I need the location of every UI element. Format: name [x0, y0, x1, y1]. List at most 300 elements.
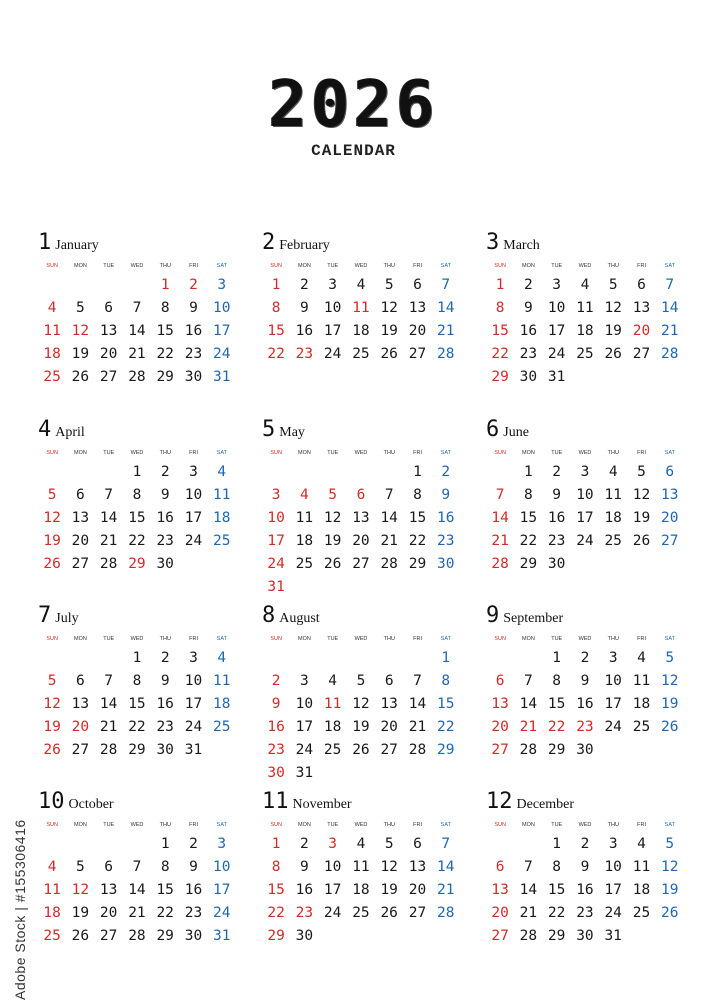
- day-cell: 24: [212, 905, 231, 921]
- day-cell: 17: [576, 510, 594, 526]
- day-cell: 20: [491, 719, 509, 735]
- empty-cell: [95, 647, 123, 670]
- day-cell: 27: [71, 742, 90, 758]
- day-cell: 3: [300, 673, 309, 689]
- month-header: [486, 605, 684, 631]
- day-cell: 4: [300, 487, 309, 503]
- month-number: 10: [38, 789, 65, 814]
- month-may: [262, 419, 460, 599]
- day-cell: 9: [524, 300, 533, 316]
- day-cell: 16: [576, 882, 594, 898]
- day-cell: 10: [267, 510, 285, 526]
- day-cell: 18: [352, 882, 370, 898]
- day-cell: 27: [408, 346, 427, 362]
- empty-cell: [347, 647, 375, 670]
- weekday-label: THU: [607, 263, 619, 269]
- empty-cell: [375, 461, 403, 484]
- day-cell: 23: [156, 719, 174, 735]
- day-cell: 25: [43, 369, 61, 385]
- day-cell: 14: [408, 696, 427, 712]
- day-cell: 8: [495, 300, 505, 316]
- weekday-label: SAT: [216, 822, 227, 828]
- day-cell: 1: [524, 464, 533, 480]
- day-cell: 29: [128, 742, 146, 758]
- day-cell: 3: [328, 277, 338, 293]
- month-header: [262, 419, 460, 445]
- day-cell: 4: [356, 836, 366, 852]
- weekday-label: TUE: [551, 822, 563, 828]
- weekday-header-row: [262, 817, 460, 833]
- day-cell: 26: [604, 346, 622, 362]
- day-cell: 5: [665, 650, 675, 666]
- day-cell: 13: [71, 510, 90, 526]
- day-cell: 12: [660, 859, 679, 875]
- day-cell: 17: [604, 696, 622, 712]
- day-cell: 2: [580, 836, 590, 852]
- day-cell: 3: [608, 836, 618, 852]
- month-header: [486, 232, 684, 258]
- day-cell: 12: [71, 323, 90, 339]
- day-cell: 7: [441, 277, 451, 293]
- weekday-label: WED: [578, 263, 592, 269]
- weekday-label: WED: [578, 822, 592, 828]
- day-cell: 7: [132, 300, 142, 316]
- day-cell: 24: [604, 905, 622, 921]
- day-cell: 24: [547, 346, 566, 362]
- day-cell: 10: [604, 673, 622, 689]
- day-cell: 7: [524, 673, 533, 689]
- day-cell: 6: [413, 277, 422, 293]
- day-cell: 5: [384, 277, 394, 293]
- day-cell: 17: [604, 882, 622, 898]
- day-cell: 12: [660, 673, 679, 689]
- day-cell: 13: [491, 882, 509, 898]
- day-cell: 20: [660, 510, 679, 526]
- month-march: [486, 232, 684, 389]
- weekday-label: SUN: [270, 822, 282, 828]
- day-cell: 23: [576, 905, 594, 921]
- day-cell: 4: [328, 673, 338, 689]
- weekday-label: SAT: [664, 450, 675, 456]
- day-cell: 10: [184, 487, 203, 503]
- day-cell: 21: [128, 905, 146, 921]
- empty-cell: [262, 647, 290, 670]
- empty-cell: [123, 833, 151, 856]
- day-cell: 22: [547, 905, 566, 921]
- day-cell: 17: [267, 533, 285, 549]
- day-cell: 11: [352, 300, 370, 316]
- day-cell: 7: [132, 859, 142, 875]
- month-july: [38, 605, 236, 762]
- empty-cell: [66, 274, 94, 297]
- day-cell: 22: [491, 346, 509, 362]
- day-grid: [262, 274, 460, 366]
- day-cell: 14: [99, 696, 118, 712]
- month-number: 9: [486, 603, 500, 628]
- day-cell: 4: [217, 650, 227, 666]
- day-cell: 20: [408, 323, 427, 339]
- day-cell: 24: [184, 719, 203, 735]
- day-cell: 15: [519, 510, 538, 526]
- day-cell: 4: [637, 836, 646, 852]
- day-cell: 9: [160, 487, 170, 503]
- weekday-header-row: [38, 258, 236, 274]
- day-cell: 19: [71, 346, 90, 362]
- day-cell: 29: [547, 928, 566, 944]
- day-cell: 26: [43, 742, 61, 758]
- weekday-label: FRI: [413, 450, 422, 456]
- day-cell: 21: [660, 323, 679, 339]
- day-cell: 13: [408, 300, 427, 316]
- day-cell: 7: [665, 277, 675, 293]
- weekday-label: THU: [607, 636, 619, 642]
- day-cell: 30: [156, 742, 174, 758]
- day-cell: 11: [43, 323, 61, 339]
- day-cell: 9: [189, 300, 198, 316]
- day-cell: 18: [576, 323, 594, 339]
- day-grid: [486, 461, 684, 576]
- day-cell: 27: [71, 556, 90, 572]
- day-cell: 23: [547, 533, 566, 549]
- day-cell: 28: [660, 346, 679, 362]
- month-header: [38, 605, 236, 631]
- day-cell: 13: [380, 696, 398, 712]
- day-cell: 4: [580, 277, 590, 293]
- day-cell: 18: [632, 696, 651, 712]
- day-cell: 24: [576, 533, 594, 549]
- day-cell: 11: [323, 696, 342, 712]
- day-cell: 7: [524, 859, 533, 875]
- weekday-label: THU: [159, 822, 171, 828]
- day-cell: 12: [380, 300, 398, 316]
- day-cell: 28: [99, 556, 118, 572]
- day-cell: 14: [128, 323, 146, 339]
- day-cell: 18: [604, 510, 622, 526]
- weekday-label: SUN: [494, 822, 506, 828]
- day-cell: 17: [323, 323, 342, 339]
- weekday-label: MON: [298, 822, 311, 828]
- day-cell: 18: [43, 346, 61, 362]
- day-cell: 17: [547, 323, 566, 339]
- weekday-header-row: [262, 258, 460, 274]
- month-june: [486, 419, 684, 576]
- day-cell: 27: [380, 742, 398, 758]
- day-cell: 23: [184, 905, 203, 921]
- day-cell: 20: [71, 533, 90, 549]
- day-cell: 6: [495, 673, 505, 689]
- day-grid: [486, 647, 684, 762]
- day-cell: 23: [519, 346, 538, 362]
- day-cell: 23: [436, 533, 455, 549]
- day-cell: 11: [212, 673, 231, 689]
- day-cell: 16: [519, 323, 538, 339]
- month-april: [38, 419, 236, 576]
- day-cell: 11: [212, 487, 231, 503]
- weekday-header-row: [38, 445, 236, 461]
- day-cell: 24: [604, 719, 622, 735]
- day-cell: 1: [441, 650, 451, 666]
- weekday-label: TUE: [103, 822, 115, 828]
- day-cell: 27: [491, 742, 509, 758]
- day-cell: 29: [267, 928, 285, 944]
- weekday-header-row: [486, 445, 684, 461]
- day-cell: 23: [184, 346, 203, 362]
- month-header: [38, 419, 236, 445]
- weekday-label: WED: [354, 450, 368, 456]
- day-cell: 13: [352, 510, 370, 526]
- day-cell: 20: [491, 905, 509, 921]
- weekday-label: THU: [159, 450, 171, 456]
- day-cell: 28: [408, 742, 427, 758]
- day-cell: 19: [380, 882, 398, 898]
- day-cell: 28: [491, 556, 509, 572]
- day-cell: 27: [408, 905, 427, 921]
- day-cell: 22: [267, 346, 285, 362]
- day-cell: 9: [271, 696, 281, 712]
- day-cell: 10: [547, 300, 566, 316]
- month-header: [262, 791, 460, 817]
- weekday-label: SAT: [216, 636, 227, 642]
- day-cell: 16: [156, 696, 174, 712]
- day-cell: 26: [323, 556, 342, 572]
- month-name: October: [68, 797, 114, 812]
- day-cell: 23: [295, 346, 314, 362]
- day-cell: 2: [441, 464, 451, 480]
- day-cell: 26: [71, 369, 90, 385]
- day-cell: 25: [604, 533, 622, 549]
- weekday-label: WED: [354, 636, 368, 642]
- day-cell: 28: [128, 928, 146, 944]
- day-cell: 29: [156, 369, 174, 385]
- day-cell: 24: [184, 533, 203, 549]
- day-cell: 28: [436, 905, 455, 921]
- day-cell: 26: [380, 346, 398, 362]
- day-grid: [38, 461, 236, 576]
- day-cell: 26: [71, 928, 90, 944]
- empty-cell: [66, 647, 94, 670]
- month-name: August: [279, 611, 320, 626]
- day-cell: 6: [76, 673, 85, 689]
- day-cell: 19: [604, 323, 622, 339]
- day-cell: 2: [160, 464, 170, 480]
- month-number: 2: [262, 230, 276, 255]
- weekday-label: FRI: [189, 450, 198, 456]
- month-header: [38, 232, 236, 258]
- weekday-label: MON: [522, 636, 535, 642]
- day-cell: 31: [212, 369, 231, 385]
- month-name: May: [279, 425, 305, 440]
- day-cell: 30: [576, 928, 594, 944]
- day-cell: 16: [184, 882, 203, 898]
- day-cell: 14: [436, 859, 455, 875]
- weekday-label: FRI: [637, 450, 646, 456]
- month-header: [38, 791, 236, 817]
- day-cell: 16: [156, 510, 174, 526]
- day-cell: 12: [71, 882, 90, 898]
- weekday-label: SAT: [664, 636, 675, 642]
- day-cell: 15: [436, 696, 455, 712]
- month-number: 7: [38, 603, 52, 628]
- month-name: February: [279, 238, 330, 253]
- weekday-label: WED: [354, 263, 368, 269]
- day-cell: 27: [491, 928, 509, 944]
- day-cell: 30: [436, 556, 455, 572]
- day-cell: 3: [217, 836, 227, 852]
- weekday-label: SAT: [664, 263, 675, 269]
- day-cell: 11: [43, 882, 61, 898]
- day-cell: 15: [408, 510, 427, 526]
- day-cell: 8: [552, 673, 562, 689]
- day-cell: 24: [323, 905, 342, 921]
- month-august: [262, 605, 460, 785]
- day-cell: 7: [104, 487, 114, 503]
- weekday-label: MON: [74, 636, 87, 642]
- day-cell: 9: [580, 673, 590, 689]
- day-cell: 14: [519, 696, 538, 712]
- day-cell: 13: [660, 487, 679, 503]
- weekday-label: TUE: [327, 263, 339, 269]
- day-cell: 31: [212, 928, 231, 944]
- weekday-label: SUN: [270, 450, 282, 456]
- day-cell: 12: [43, 696, 61, 712]
- day-cell: 5: [665, 836, 675, 852]
- day-cell: 20: [99, 346, 118, 362]
- day-grid: [486, 274, 684, 389]
- weekday-label: SAT: [440, 822, 451, 828]
- month-november: [262, 791, 460, 948]
- weekday-label: FRI: [637, 636, 646, 642]
- day-cell: 15: [156, 882, 174, 898]
- empty-cell: [290, 647, 318, 670]
- day-cell: 8: [271, 300, 281, 316]
- weekday-header-row: [486, 817, 684, 833]
- day-cell: 25: [576, 346, 594, 362]
- weekday-label: SUN: [494, 450, 506, 456]
- day-cell: 4: [47, 859, 57, 875]
- empty-cell: [486, 647, 514, 670]
- day-cell: 31: [184, 742, 203, 758]
- day-cell: 31: [547, 369, 566, 385]
- weekday-label: TUE: [103, 450, 115, 456]
- weekday-label: FRI: [413, 263, 422, 269]
- day-cell: 28: [99, 742, 118, 758]
- day-cell: 1: [271, 277, 281, 293]
- day-cell: 3: [217, 277, 227, 293]
- day-cell: 5: [384, 836, 394, 852]
- month-header: [262, 232, 460, 258]
- empty-cell: [319, 647, 347, 670]
- day-cell: 5: [76, 300, 85, 316]
- weekday-label: WED: [130, 636, 144, 642]
- day-grid: [38, 833, 236, 948]
- day-cell: 27: [660, 533, 679, 549]
- day-cell: 11: [632, 859, 651, 875]
- day-cell: 27: [352, 556, 370, 572]
- day-cell: 8: [413, 487, 422, 503]
- day-cell: 16: [576, 696, 594, 712]
- day-cell: 18: [632, 882, 651, 898]
- day-cell: 19: [323, 533, 342, 549]
- day-cell: 15: [267, 323, 285, 339]
- day-cell: 5: [76, 859, 85, 875]
- day-cell: 21: [99, 719, 118, 735]
- day-cell: 2: [300, 836, 309, 852]
- weekday-label: SAT: [440, 636, 451, 642]
- day-cell: 13: [99, 882, 118, 898]
- weekday-label: SUN: [46, 263, 58, 269]
- day-cell: 9: [300, 300, 309, 316]
- day-cell: 8: [271, 859, 281, 875]
- day-cell: 4: [637, 650, 646, 666]
- month-header: [486, 791, 684, 817]
- day-cell: 9: [189, 859, 198, 875]
- month-name: January: [55, 238, 99, 253]
- day-cell: 8: [441, 673, 451, 689]
- weekday-label: THU: [607, 450, 619, 456]
- month-name: March: [503, 238, 540, 253]
- day-cell: 20: [632, 323, 651, 339]
- weekday-label: FRI: [637, 263, 646, 269]
- month-name: June: [503, 425, 529, 440]
- weekday-label: WED: [578, 636, 592, 642]
- day-cell: 1: [160, 277, 170, 293]
- weekday-label: THU: [383, 450, 395, 456]
- day-cell: 21: [436, 323, 455, 339]
- month-name: July: [55, 611, 79, 626]
- day-cell: 10: [184, 673, 203, 689]
- day-cell: 12: [604, 300, 622, 316]
- day-cell: 14: [436, 300, 455, 316]
- day-cell: 19: [632, 510, 651, 526]
- empty-cell: [38, 461, 66, 484]
- day-cell: 30: [519, 369, 538, 385]
- day-cell: 6: [637, 277, 646, 293]
- day-cell: 6: [665, 464, 675, 480]
- weekday-label: TUE: [551, 450, 563, 456]
- weekday-label: THU: [159, 263, 171, 269]
- day-cell: 6: [384, 673, 394, 689]
- weekday-label: FRI: [189, 636, 198, 642]
- day-cell: 26: [632, 533, 651, 549]
- day-cell: 2: [189, 277, 198, 293]
- day-cell: 12: [352, 696, 370, 712]
- day-cell: 30: [267, 765, 285, 781]
- month-number: 5: [262, 417, 276, 442]
- month-header: [262, 605, 460, 631]
- day-cell: 20: [408, 882, 427, 898]
- month-number: 8: [262, 603, 276, 628]
- day-cell: 29: [491, 369, 509, 385]
- day-cell: 27: [632, 346, 651, 362]
- weekday-label: SAT: [216, 450, 227, 456]
- day-cell: 14: [99, 510, 118, 526]
- weekday-label: MON: [74, 263, 87, 269]
- day-cell: 23: [295, 905, 314, 921]
- month-number: 3: [486, 230, 500, 255]
- day-cell: 21: [519, 905, 538, 921]
- day-cell: 29: [519, 556, 538, 572]
- day-cell: 25: [352, 346, 370, 362]
- day-cell: 26: [43, 556, 61, 572]
- weekday-label: TUE: [551, 636, 563, 642]
- day-cell: 27: [99, 928, 118, 944]
- day-cell: 17: [184, 696, 203, 712]
- day-cell: 6: [104, 859, 114, 875]
- day-cell: 17: [323, 882, 342, 898]
- day-cell: 22: [408, 533, 427, 549]
- weekday-label: SUN: [270, 263, 282, 269]
- day-cell: 12: [43, 510, 61, 526]
